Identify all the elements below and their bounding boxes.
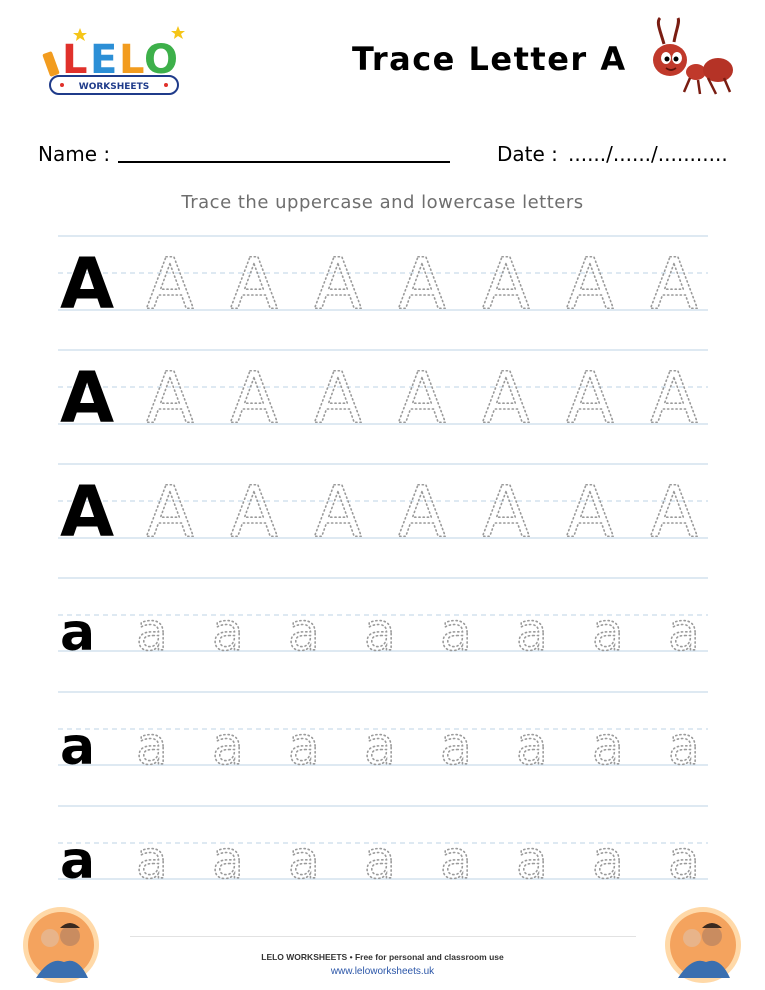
footer-divider <box>130 936 636 937</box>
svg-text:O: O <box>144 37 179 83</box>
footer-separator: • <box>349 952 353 962</box>
trace-letter-uppercase: A <box>314 357 362 439</box>
name-label: Name : <box>38 142 111 166</box>
trace-letter-lowercase: a <box>288 831 320 891</box>
footer-url[interactable]: www.leloworksheets.uk <box>330 966 435 977</box>
trace-letter-lowercase: a <box>592 717 624 777</box>
trace-letter-lowercase: a <box>364 603 396 663</box>
model-letter-lowercase: a <box>60 717 96 777</box>
trace-letter-uppercase: A <box>398 471 446 553</box>
trace-letter-lowercase: a <box>212 603 244 663</box>
trace-letter-uppercase: A <box>314 243 362 325</box>
footer-brand: LELO WORKSHEETS <box>261 952 348 962</box>
trace-letter-lowercase: a <box>440 603 472 663</box>
footer-text <box>0 952 765 962</box>
trace-letter-lowercase: a <box>592 831 624 891</box>
trace-letter-lowercase: a <box>212 831 244 891</box>
trace-letter-uppercase: A <box>482 357 530 439</box>
trace-letter-uppercase: A <box>566 471 614 553</box>
trace-letter-uppercase: A <box>650 471 698 553</box>
trace-letter-uppercase: A <box>230 357 278 439</box>
svg-text:E: E <box>90 37 118 83</box>
trace-letter-lowercase: a <box>364 831 396 891</box>
trace-letter-uppercase: A <box>398 357 446 439</box>
trace-letter-lowercase: a <box>516 717 548 777</box>
trace-letter-lowercase: a <box>288 603 320 663</box>
trace-letter-uppercase: A <box>482 243 530 325</box>
trace-letter-uppercase: A <box>230 471 278 553</box>
trace-letter-uppercase: A <box>650 243 698 325</box>
model-letter-lowercase: a <box>60 831 96 891</box>
date-label: Date : <box>497 142 558 166</box>
trace-letter-lowercase: a <box>668 717 700 777</box>
model-letter-uppercase: A <box>60 357 115 439</box>
model-letter-lowercase: a <box>60 603 96 663</box>
trace-letter-uppercase: A <box>650 357 698 439</box>
trace-letter-lowercase: a <box>440 831 472 891</box>
footer-tagline: Free for personal and classroom use <box>354 952 504 962</box>
trace-letter-lowercase: a <box>516 831 548 891</box>
avatar-icon <box>22 906 100 984</box>
avatar-icon <box>664 906 742 984</box>
trace-letter-uppercase: A <box>230 243 278 325</box>
model-letter-uppercase: A <box>60 243 115 325</box>
svg-text:L: L <box>62 37 88 83</box>
model-letter-uppercase: A <box>60 471 115 553</box>
trace-letter-uppercase: A <box>314 471 362 553</box>
trace-letter-uppercase: A <box>146 243 194 325</box>
trace-letter-uppercase: A <box>146 357 194 439</box>
trace-letter-uppercase: A <box>146 471 194 553</box>
instruction-text: Trace the uppercase and lowercase letters <box>181 192 584 213</box>
trace-letter-uppercase: A <box>398 243 446 325</box>
trace-letter-lowercase: a <box>136 603 168 663</box>
trace-letter-lowercase: a <box>440 717 472 777</box>
trace-letter-lowercase: a <box>592 603 624 663</box>
trace-letter-lowercase: a <box>516 603 548 663</box>
trace-letter-lowercase: a <box>212 717 244 777</box>
trace-letter-uppercase: A <box>566 357 614 439</box>
trace-letter-lowercase: a <box>668 831 700 891</box>
trace-letter-lowercase: a <box>364 717 396 777</box>
trace-letter-lowercase: a <box>668 603 700 663</box>
date-field[interactable]: ....../....../........... <box>568 142 728 166</box>
trace-letter-uppercase: A <box>566 243 614 325</box>
page-title: Trace Letter A <box>352 40 627 78</box>
trace-letter-lowercase: a <box>288 717 320 777</box>
svg-text:L: L <box>119 37 145 83</box>
logo-subtext: WORKSHEETS <box>78 82 150 92</box>
trace-letter-lowercase: a <box>136 717 168 777</box>
trace-letter-uppercase: A <box>482 471 530 553</box>
trace-letter-lowercase: a <box>136 831 168 891</box>
